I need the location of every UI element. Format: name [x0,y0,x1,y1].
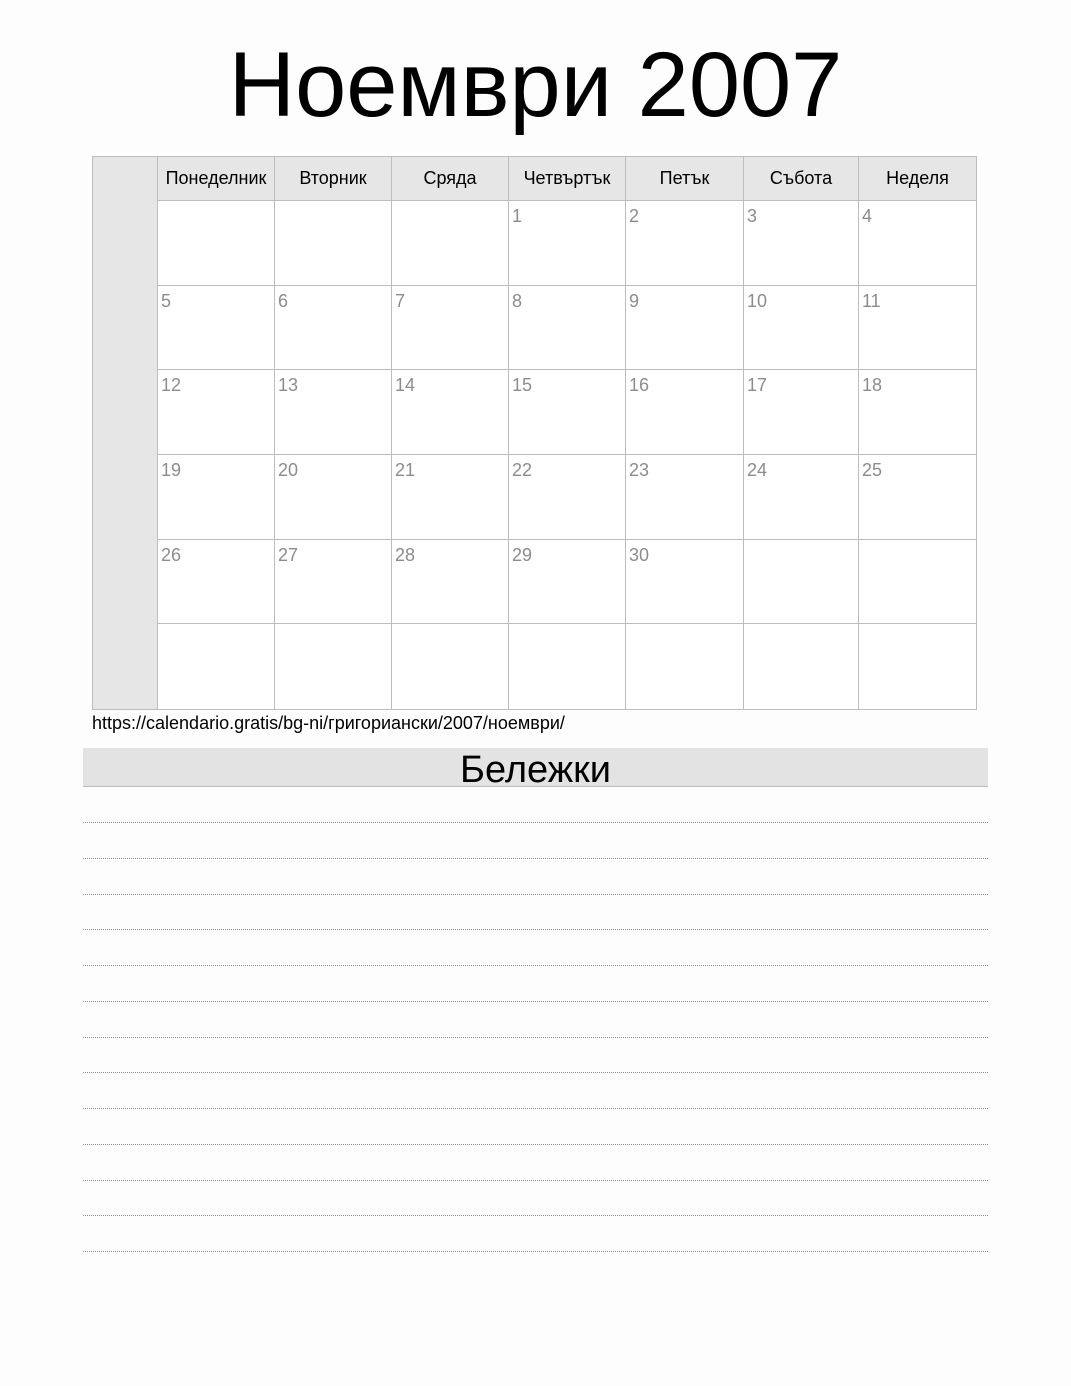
note-line [83,929,988,930]
day-number: 17 [747,375,768,396]
note-line [83,1001,988,1002]
day-cell [275,286,392,371]
weekday-header-row [158,157,976,201]
day-number: 18 [862,375,883,396]
note-line [83,894,988,895]
day-number: 8 [512,290,523,311]
note-line [83,822,988,823]
day-cell [859,201,976,286]
weekday-wednesday: Сряда [392,157,509,200]
day-number: 24 [747,459,768,480]
day-cell [158,540,275,625]
week-number-column [93,157,158,709]
day-number: 4 [862,206,873,226]
weekday-tuesday: Вторник [275,157,392,200]
day-number: 20 [278,459,299,480]
weekday-thursday: Четвъртък [509,157,626,200]
day-cell [509,540,626,625]
day-cell [859,455,976,540]
day-cell [275,624,392,709]
day-cell [859,286,976,371]
day-cell [392,201,509,286]
day-number: 27 [278,544,299,565]
day-cell [859,540,976,625]
note-line [83,965,988,966]
day-number: 9 [629,290,640,311]
note-line [83,858,988,859]
day-cell [626,540,744,625]
day-cell [509,201,626,286]
day-cell [744,624,859,709]
note-line [83,1215,988,1216]
day-number: 30 [629,544,650,565]
day-cell [626,286,744,371]
day-cell [744,286,859,371]
day-cell [744,455,859,540]
note-line [83,1072,988,1073]
day-number: 12 [161,375,182,396]
month-calendar-grid [92,156,977,710]
day-cell [158,370,275,455]
day-number: 10 [747,290,768,311]
day-cell [158,286,275,371]
day-cell [744,201,859,286]
day-cell [392,455,509,540]
day-number: 23 [629,459,650,480]
day-cell [275,455,392,540]
note-line [83,1108,988,1109]
note-line [83,1144,988,1145]
day-number: 2 [629,206,640,226]
day-number: 14 [395,375,416,396]
weekday-friday: Петък [626,157,744,200]
notes-heading: Бележки [83,748,988,787]
note-line [83,1180,988,1181]
day-cell [509,455,626,540]
day-cell [158,624,275,709]
day-cell [392,370,509,455]
day-cell [859,370,976,455]
day-number: 15 [512,375,533,396]
day-cell [626,624,744,709]
day-number: 1 [512,206,523,226]
day-cell [859,624,976,709]
day-number: 16 [629,375,650,396]
day-cell [744,540,859,625]
day-cell [275,201,392,286]
day-cell [744,370,859,455]
day-cell [392,624,509,709]
day-number: 7 [395,290,406,311]
day-cell [392,540,509,625]
day-number: 21 [395,459,416,480]
day-number: 26 [161,544,182,565]
day-number: 11 [862,290,881,311]
day-cell [626,370,744,455]
day-cell [509,286,626,371]
day-cells [158,201,976,709]
weekday-saturday: Събота [744,157,859,200]
day-number: 5 [161,290,172,311]
day-number: 25 [862,459,883,480]
day-cell [392,286,509,371]
weekday-monday: Понеделник [158,157,275,200]
day-cell [509,370,626,455]
day-number: 22 [512,459,533,480]
day-cell [158,455,275,540]
note-line [83,1037,988,1038]
day-cell [158,201,275,286]
day-cell [509,624,626,709]
source-url: https://calendario.gratis/bg-ni/григориански/2007/ноември/ [92,713,565,733]
day-number: 28 [395,544,416,565]
weekday-sunday: Неделя [886,168,949,188]
note-line [83,1251,988,1252]
day-number: 13 [278,375,299,396]
day-number: 29 [512,544,533,565]
day-number: 6 [278,290,289,311]
day-cell [275,540,392,625]
page-title: Ноември 2007 [228,34,843,136]
day-cell [275,370,392,455]
day-cell [626,201,744,286]
day-number: 19 [161,459,182,480]
day-number: 3 [747,206,758,226]
day-cell [626,455,744,540]
